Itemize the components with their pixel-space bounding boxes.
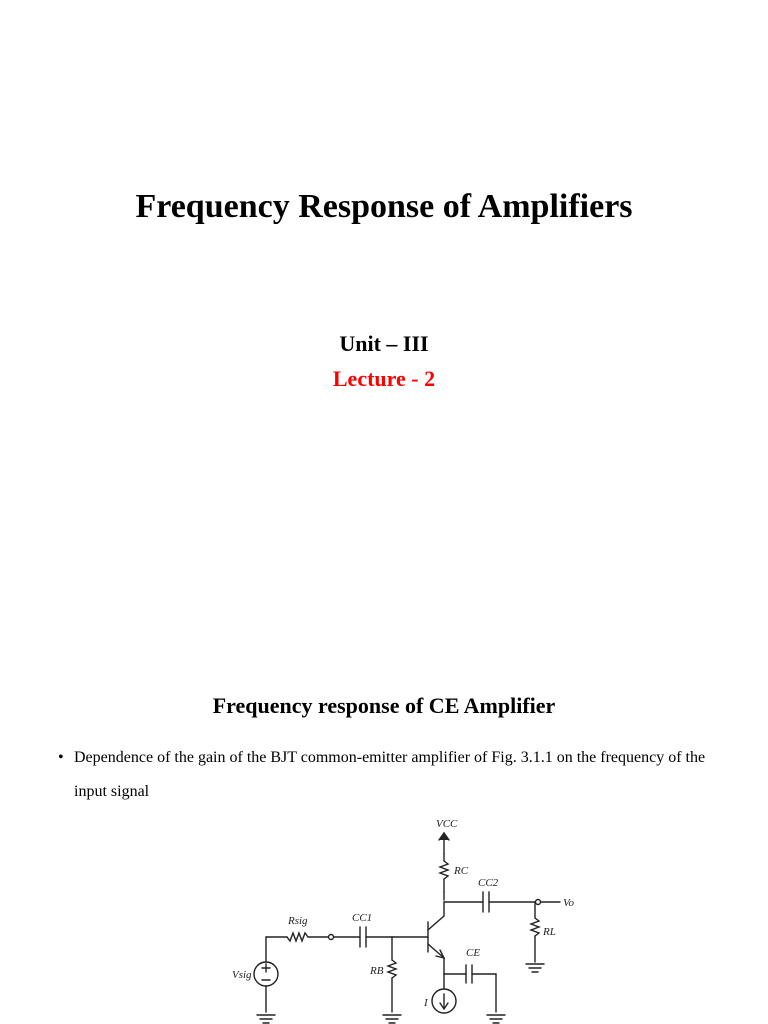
section-heading: Frequency response of CE Amplifier [212,693,556,718]
bullet-dot: • [58,749,64,766]
lecture-label: Lecture - 2 [332,366,436,391]
vcc-label: VCC [436,818,458,830]
rc-label: RC [454,865,469,877]
content-slide [0,512,768,1024]
cc2-label: CC2 [478,877,499,889]
rl-label: RL [543,926,556,938]
vsig-label: Vsig [232,969,252,981]
i-label: I [424,997,428,1009]
rsig-label: Rsig [288,915,308,927]
unit-label: Unit – III [339,331,429,356]
ce-amplifier-schematic [0,512,768,1024]
rb-label: RB [370,965,384,977]
slide-title: Frequency Response of Amplifiers [135,188,633,225]
vo-label: Vo [563,897,574,909]
bullet-text: Dependence of the gain of the BJT common-emitter amplifier of Fig. 3.1.1 on the frequency of the input signal [74,749,706,800]
ce-label: CE [466,947,481,959]
cc1-label: CC1 [352,912,373,924]
